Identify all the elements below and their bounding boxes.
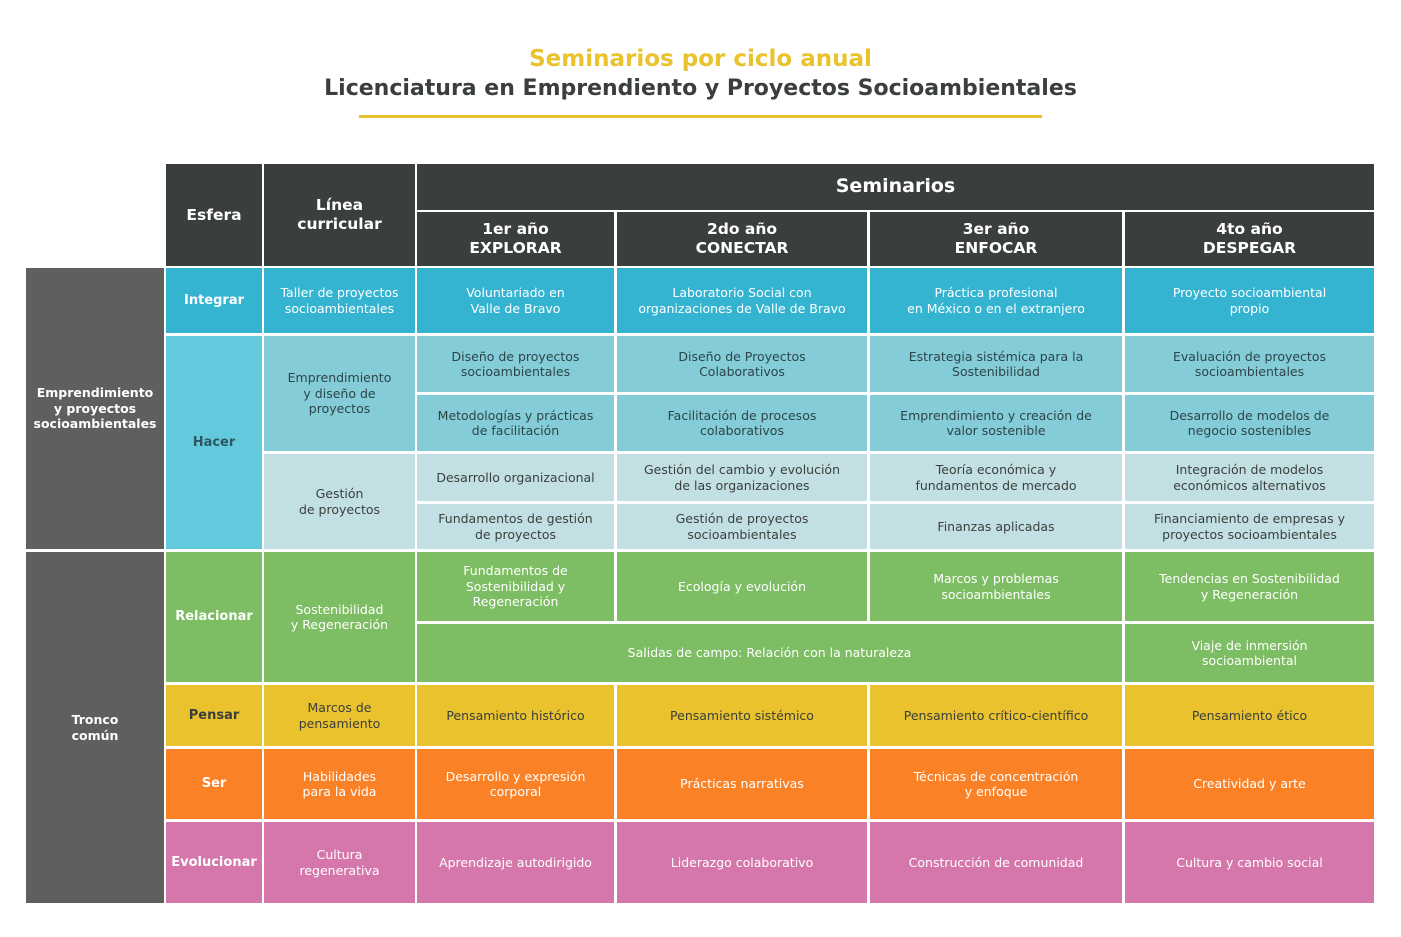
esfera-evolucionar: Evolucionar [166, 822, 262, 903]
seminar-gestion1-y4: Integración de modelos económicos alternativos [1125, 454, 1374, 501]
seminar-hacer2-y3: Emprendimiento y creación de valor sostenible [870, 395, 1122, 451]
seminar-gestion2-y4: Financiamiento de empresas y proyectos socioambientales [1125, 504, 1374, 549]
seminar-hacer2-y2: Facilitación de procesos colaborativos [617, 395, 867, 451]
seminar-gestion2-y2: Gestión de proyectos socioambientales [617, 504, 867, 549]
seminar-evolucionar-y4: Cultura y cambio social [1125, 822, 1374, 903]
seminar-hacer1-y3: Estrategia sistémica para la Sostenibilidad [870, 336, 1122, 392]
seminar-integrar-y4: Proyecto socioambiental propio [1125, 268, 1374, 333]
linea-gestion: Gestión de proyectos [264, 454, 415, 549]
seminar-relacionar1-y2: Ecología y evolución [617, 552, 867, 621]
seminar-gestion1-y1: Desarrollo organizacional [417, 454, 614, 501]
title-line-2: Licenciatura en Emprendiento y Proyectos Socioambientales [324, 76, 1077, 101]
seminar-ser-y3: Técnicas de concentración y enfoque [870, 749, 1122, 819]
header-seminarios: Seminarios [417, 164, 1374, 210]
group-emprendimiento: Emprendimiento y proyectos socioambientales [26, 268, 164, 549]
header-year-3: 3er año ENFOCAR [870, 212, 1122, 266]
seminar-evolucionar-y3: Construcción de comunidad [870, 822, 1122, 903]
title-underline [359, 115, 1042, 118]
esfera-integrar: Integrar [166, 268, 262, 333]
esfera-ser: Ser [166, 749, 262, 819]
seminar-pensar-y3: Pensamiento crítico-científico [870, 685, 1122, 746]
header-linea-curricular: Línea curricular [264, 164, 415, 266]
seminar-pensar-y1: Pensamiento histórico [417, 685, 614, 746]
seminar-hacer1-y4: Evaluación de proyectos socioambientales [1125, 336, 1374, 392]
seminar-relacionar1-y4: Tendencias en Sostenibilidad y Regeneración [1125, 552, 1374, 621]
seminar-hacer1-y1: Diseño de proyectos socioambientales [417, 336, 614, 392]
linea-emprendimiento: Emprendimiento y diseño de proyectos [264, 336, 415, 451]
header-esfera: Esfera [166, 164, 262, 266]
seminar-hacer2-y1: Metodologías y prácticas de facilitación [417, 395, 614, 451]
header-year-2: 2do año CONECTAR [617, 212, 867, 266]
esfera-relacionar: Relacionar [166, 552, 262, 682]
seminar-viaje-inmersion: Viaje de inmersión socioambiental [1125, 624, 1374, 682]
seminar-gestion1-y2: Gestión del cambio y evolución de las organizaciones [617, 454, 867, 501]
seminar-ser-y4: Creatividad y arte [1125, 749, 1374, 819]
linea-habilidades: Habilidades para la vida [264, 749, 415, 819]
linea-sostenibilidad: Sostenibilidad y Regeneración [264, 552, 415, 682]
seminar-ser-y1: Desarrollo y expresión corporal [417, 749, 614, 819]
seminar-salidas-de-campo: Salidas de campo: Relación con la naturaleza [417, 624, 1122, 682]
linea-taller: Taller de proyectos socioambientales [264, 268, 415, 333]
group-tronco-comun: Tronco común [26, 552, 164, 903]
seminar-gestion1-y3: Teoría económica y fundamentos de mercado [870, 454, 1122, 501]
seminar-evolucionar-y2: Liderazgo colaborativo [617, 822, 867, 903]
esfera-pensar: Pensar [166, 685, 262, 746]
seminar-relacionar1-y3: Marcos y problemas socioambientales [870, 552, 1122, 621]
linea-cultura: Cultura regenerativa [264, 822, 415, 903]
seminar-gestion2-y1: Fundamentos de gestión de proyectos [417, 504, 614, 549]
title-line-1: Seminarios por ciclo anual [529, 46, 872, 72]
seminar-integrar-y3: Práctica profesional en México o en el extranjero [870, 268, 1122, 333]
seminar-pensar-y2: Pensamiento sistémico [617, 685, 867, 746]
seminar-hacer2-y4: Desarrollo de modelos de negocio sostenibles [1125, 395, 1374, 451]
seminar-ser-y2: Prácticas narrativas [617, 749, 867, 819]
seminar-integrar-y2: Laboratorio Social con organizaciones de Valle de Bravo [617, 268, 867, 333]
seminar-hacer1-y2: Diseño de Proyectos Colaborativos [617, 336, 867, 392]
esfera-hacer: Hacer [166, 336, 262, 549]
header-year-4: 4to año DESPEGAR [1125, 212, 1374, 266]
seminar-gestion2-y3: Finanzas aplicadas [870, 504, 1122, 549]
seminar-integrar-y1: Voluntariado en Valle de Bravo [417, 268, 614, 333]
header-year-1: 1er año EXPLORAR [417, 212, 614, 266]
seminar-pensar-y4: Pensamiento ético [1125, 685, 1374, 746]
linea-marcos: Marcos de pensamiento [264, 685, 415, 746]
seminar-evolucionar-y1: Aprendizaje autodirigido [417, 822, 614, 903]
seminar-relacionar1-y1: Fundamentos de Sostenibilidad y Regeneración [417, 552, 614, 621]
